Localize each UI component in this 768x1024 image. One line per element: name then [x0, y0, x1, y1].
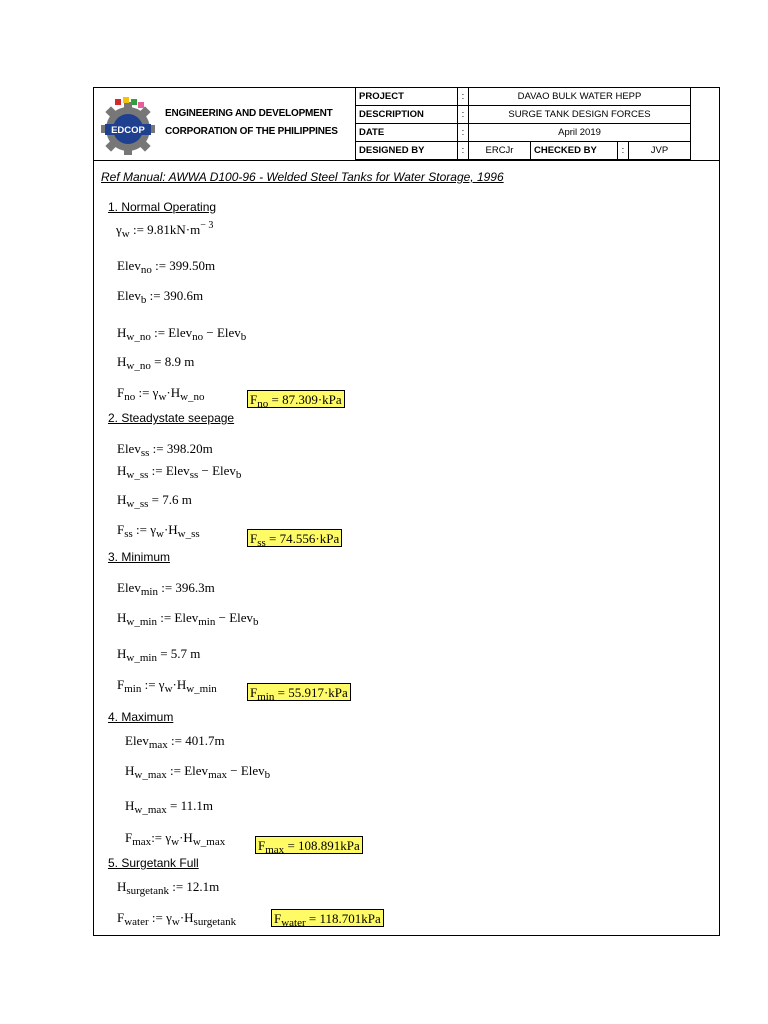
edcop-logo	[97, 96, 159, 156]
project-info-table	[355, 87, 691, 160]
eq-f-min-def: $F_{min}$ := $\gamma_w\cdot H_{w\_min}$	[117, 677, 217, 695]
description-label: DESCRIPTION	[356, 106, 458, 124]
section-surgetank-full: 5. Surgetank Full	[108, 856, 199, 870]
result-f-min: $F_{min} = 55.917\cdot kPa$	[247, 683, 351, 701]
eq-elev-no: Elev$_{no}$ := 399.50m	[117, 258, 216, 276]
result-f-max: $F_{max} = 108.891kPa$	[255, 836, 363, 854]
project-label: PROJECT	[356, 88, 458, 106]
colon: :	[458, 124, 469, 142]
eq-gamma-w: $\gamma_w$ := $9.81kN\cdot m^{- 3}$	[116, 220, 214, 240]
eq-h-surgetank: $H_{surgetank}$ := 12.1m	[117, 879, 220, 897]
eq-f-max-def: $F_{max}:= \gamma_w\cdot H_{w\_max}$	[125, 830, 226, 848]
eq-hw-ss-def: $H_{w\_ss}$ := Elev$_{ss}$ − Elev$_b$	[117, 463, 242, 481]
colon: :	[618, 142, 629, 160]
eq-f-water-def: $F_{water}$ := $\gamma_w\cdot H_{surgetank}$	[117, 910, 237, 928]
result-f-water: $F_{water} = 118.701kPa$	[271, 909, 384, 927]
designed-by-label: DESIGNED BY	[356, 142, 458, 160]
result-f-no: $F_{no} = 87.309\cdot kPa$	[247, 390, 345, 408]
eq-elev-min: Elev$_{min}$ := 396.3m	[117, 580, 215, 598]
colon: :	[458, 88, 469, 106]
project-value: DAVAO BULK WATER HEPP	[469, 88, 691, 106]
eq-f-ss-def: $F_{ss}$ := $\gamma_w\cdot H_{w\_ss}$	[117, 522, 200, 540]
result-f-ss: $F_{ss} = 74.556\cdot kPa$	[247, 529, 342, 547]
logo-text: EDCOP	[111, 125, 145, 136]
header-divider	[93, 160, 720, 161]
eq-hw-min-val: $H_{w\_min} = 5.7$ m	[117, 646, 201, 664]
eq-hw-max-def: $H_{w\_max}$ := Elev$_{max}$ − Elev$_b$	[125, 763, 271, 781]
section-minimum: 3. Minimum	[108, 550, 171, 564]
eq-f-no-def: $F_{no}$ := $\gamma_w\cdot H_{w\_no}$	[117, 385, 205, 403]
eq-hw-no-def: $H_{w\_no}$ := Elev$_{no}$ − Elev$_b$	[117, 325, 247, 343]
eq-hw-ss-val: $H_{w\_ss} = 7.6$ m	[117, 492, 192, 510]
description-value: SURGE TANK DESIGN FORCES	[469, 106, 691, 124]
checked-by-label: CHECKED BY	[531, 142, 618, 160]
eq-elev-max: Elev$_{max}$ := 401.7m	[125, 733, 225, 751]
section-maximum: 4. Maximum	[108, 710, 174, 724]
company-name-line2: CORPORATION OF THE PHILIPPINES	[165, 126, 338, 137]
eq-hw-no-val: $H_{w\_no} = 8.9$ m	[117, 354, 195, 372]
checked-by-value: JVP	[629, 142, 691, 160]
date-value: April 2019	[469, 124, 691, 142]
eq-elev-ss: Elev$_{ss}$ := 398.20m	[117, 441, 213, 459]
designed-by-value: ERCJr	[469, 142, 531, 160]
section-steadystate-seepage: 2. Steadystate seepage	[108, 411, 235, 425]
eq-hw-min-def: $H_{w\_min}$ := Elev$_{min}$ − Elev$_b$	[117, 610, 259, 628]
section-normal-operating: 1. Normal Operating	[108, 200, 217, 214]
date-label: DATE	[356, 124, 458, 142]
eq-hw-max-val: $H_{w\_max} = 11.1m$	[125, 798, 214, 816]
company-name-line1: ENGINEERING AND DEVELOPMENT	[165, 108, 333, 119]
eq-elev-b: Elev$_b$ := 390.6m	[117, 288, 204, 306]
colon: :	[458, 142, 469, 160]
colon: :	[458, 106, 469, 124]
reference-manual: Ref Manual: AWWA D100-96 - Welded Steel Tanks for Water Storage, 1996	[101, 170, 504, 184]
